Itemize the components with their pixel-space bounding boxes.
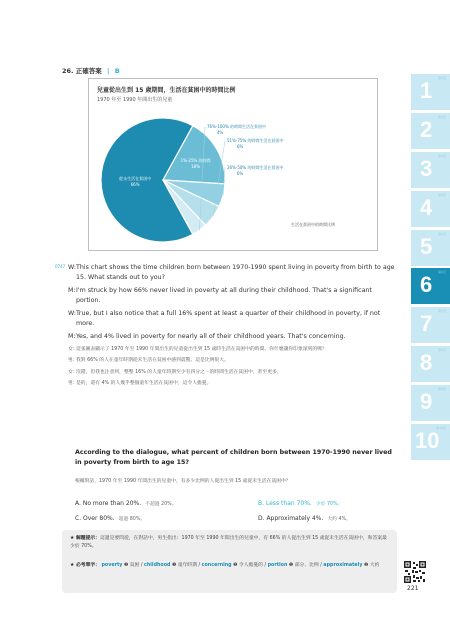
solution-tip-tag: ★ 解題提示：	[70, 536, 100, 541]
speaker-label: 女：	[68, 369, 78, 375]
chapter-tab-label: 第4章	[438, 193, 446, 197]
solution-tip-text: 這邊是要問從，在對話中，男生指出：1970 年至 1990 年間出生的兒童中，有 66% 的人從出生到 15 歲從未生活在貧困中，和答案最少於 70%。	[70, 536, 387, 549]
speaker-label: 男：	[68, 381, 78, 386]
chapter-tab-label: 第8章	[438, 348, 446, 352]
dialogue-translation-line	[62, 357, 397, 366]
vocab-meaning: ❶ 童年時期	[171, 563, 197, 568]
page-header	[62, 66, 120, 75]
pie-slice-value: 18%	[191, 164, 201, 170]
dialogue-text: Yes, and 4% lived in poverty for nearly all of their childhood years. That's concerning.	[76, 333, 346, 340]
audio-track-icon[interactable]: 0747	[55, 264, 66, 269]
vocab-word: concerning	[201, 563, 232, 568]
dialogue-text: I'm struck by how 66% never lived in poverty at all during their childhood. That's a significant portion.	[76, 287, 372, 304]
option-key: B.	[258, 500, 265, 507]
chapter-tab-number: 1	[420, 78, 433, 103]
solution-tip	[70, 535, 390, 551]
chapter-tab-8[interactable]	[411, 346, 450, 382]
chapter-tab-number: 2	[420, 117, 433, 142]
pie-slice-label: 26%-50% 的時間生活在貧困中	[227, 165, 284, 170]
pie-slice-value: 66%	[130, 182, 140, 187]
chapter-tab-label: 第5章	[438, 232, 446, 236]
vocab-separator: /	[197, 563, 202, 568]
vocab-separator: /	[139, 563, 145, 568]
chapter-tab-4[interactable]	[411, 191, 450, 227]
vocab-separator: /	[262, 563, 268, 568]
dialogue-translation-line	[62, 346, 397, 355]
dialogue	[55, 263, 397, 392]
pie-slice-value: 6%	[237, 144, 244, 149]
chapter-tab-6[interactable]	[411, 268, 450, 304]
dialogue-line	[62, 332, 397, 342]
vocab-word: approximately	[323, 563, 363, 568]
chapter-tab-1[interactable]	[411, 74, 450, 110]
option-text: Over 80%.	[83, 515, 115, 522]
chapter-tab-number: 7	[420, 311, 433, 336]
speaker-label: W:	[68, 310, 76, 317]
speaker-label: 男：	[68, 358, 78, 363]
header-title: 正確答案	[75, 67, 102, 75]
option-key: A.	[75, 500, 81, 507]
qr-code-icon[interactable]	[404, 561, 426, 583]
chart-subtitle: 1970 年至 1990 年間出生的兒童	[97, 97, 173, 103]
pie-slice-label: 1%-25% 的時間	[180, 158, 211, 164]
option-translation: 不超過 20%。	[145, 502, 177, 507]
vocab-word: poverty	[101, 563, 123, 568]
question-translation: 根據對話，1970 年至 1990 年間出生的兒童中，有多少比例的人從出生到 15 歲從未生活在貧困中？	[75, 479, 291, 484]
answer-option-b[interactable]	[258, 500, 342, 507]
speaker-label: 女：	[68, 346, 78, 352]
pie-slice-label: 51%-75% 的時間生活在貧困中	[227, 138, 284, 143]
chapter-tab-number: 9	[420, 389, 433, 414]
question-text: According to the dialogue, what percent of children born between 1970-1990 never lived in poverty from birth to age 15?	[75, 449, 392, 466]
vocab-meaning: ❶ 貧困	[123, 563, 140, 568]
answer-option-d[interactable]	[258, 515, 351, 522]
chapter-tab-number: 6	[420, 272, 433, 297]
pie-slice-label: 從未生活在貧困中	[119, 176, 152, 181]
vocab-word: portion	[267, 563, 288, 568]
option-key: D.	[258, 515, 265, 522]
chapter-tab-number: 4	[420, 195, 433, 220]
translation-text: 沒錯，但我也注意到，整整 16% 的人童年時期至少有四分之一的時間生活在貧困中，甚至更多。	[76, 369, 282, 375]
pie-slice-label: 76%-100% 的時間生活在貧困中	[207, 124, 267, 129]
pie-slice-value: 4%	[217, 130, 224, 135]
header-separator: |	[107, 67, 110, 75]
dialogue-line	[62, 309, 397, 328]
option-translation: 少於 70%。	[315, 502, 343, 507]
vocab-meaning: ❶ 部分、比例	[288, 563, 319, 568]
speaker-label: M:	[68, 287, 76, 294]
chapter-tab-number: 3	[420, 156, 433, 181]
option-translation: 大約 4%。	[327, 517, 351, 522]
chapter-tab-label: 第10章	[436, 426, 446, 430]
translation-text: 是的，還有 4% 的人幾乎整個童年生活在貧困中，這令人擔憂。	[76, 381, 212, 386]
tips-box	[62, 530, 397, 593]
speaker-label: M:	[68, 333, 76, 340]
pie-chart-box	[88, 78, 378, 251]
chapter-tab-10[interactable]	[411, 424, 450, 460]
vocab-word: childhood	[144, 563, 171, 568]
dialogue-line	[62, 286, 397, 305]
answer-option-c[interactable]	[75, 515, 145, 522]
chart-note: 生活在貧困中的時間比例	[291, 222, 335, 227]
chapter-tab-9[interactable]	[411, 385, 450, 421]
vocab-tip-tag: ★ 必考單字：	[70, 563, 100, 568]
chapter-tab-label: 第6章	[438, 270, 446, 274]
chapter-tab-2[interactable]	[411, 113, 450, 149]
chapter-tab-5[interactable]	[411, 230, 450, 266]
vocab-meaning: ❷ 令人擔憂的	[233, 563, 263, 568]
option-key: C.	[75, 515, 82, 522]
chapter-tab-7[interactable]	[411, 307, 450, 343]
chart-title: 兒童從出生到 15 歲期間，生活在貧困中的時間比例	[97, 87, 236, 94]
vocab-separator: /	[318, 563, 324, 568]
chapter-tab-label: 第1章	[438, 76, 446, 80]
chapter-tab-number: 10	[415, 428, 440, 453]
header-section: B	[114, 67, 120, 75]
option-translation: 超過 80%。	[118, 517, 146, 522]
chapter-tab-label: 第7章	[438, 309, 446, 313]
answer-option-a[interactable]	[75, 500, 177, 507]
option-text: No more than 20%.	[82, 500, 142, 507]
chapter-tab-number: 5	[420, 234, 433, 259]
option-text: Approximately 4%.	[266, 515, 324, 522]
translation-text: 我對 66% 的人在童年時期從未生活在貧困中感到震驚。這是比例很大。	[76, 358, 229, 363]
chapter-tab-label: 第9章	[438, 387, 446, 391]
chapter-tab-label: 第2章	[438, 115, 446, 119]
dialogue-line	[62, 263, 397, 282]
dialogue-translation-line	[62, 380, 397, 389]
translation-text: 這張圖表顯示了 1970 年至 1990 年間出生的兒童從出生到 15 歲時生活在貧困中的時間。你什麼讓你印象深刻的嗎？	[76, 346, 327, 352]
vocab-meaning: ❷ 大約	[363, 563, 380, 568]
speaker-label: W:	[68, 264, 76, 271]
vocab-tip	[70, 562, 390, 570]
dialogue-text: True, but I also notice that a full 16% spent at least a quarter of their childhood in poverty, if not more.	[76, 310, 381, 327]
chapter-tab-label: 第3章	[438, 154, 446, 158]
dialogue-translation-line	[62, 369, 397, 378]
option-text: Less than 70%.	[265, 500, 312, 507]
chapter-tab-number: 8	[420, 350, 433, 375]
page-number: 221	[407, 585, 419, 592]
chapter-tab-3[interactable]	[411, 152, 450, 188]
question-number: 26.	[62, 67, 74, 75]
pie-slice-value: 6%	[237, 171, 244, 176]
dialogue-text: This chart shows the time children born between 1970-1990 spent living in poverty from birth to age 15. What stands out to you?	[76, 264, 395, 281]
